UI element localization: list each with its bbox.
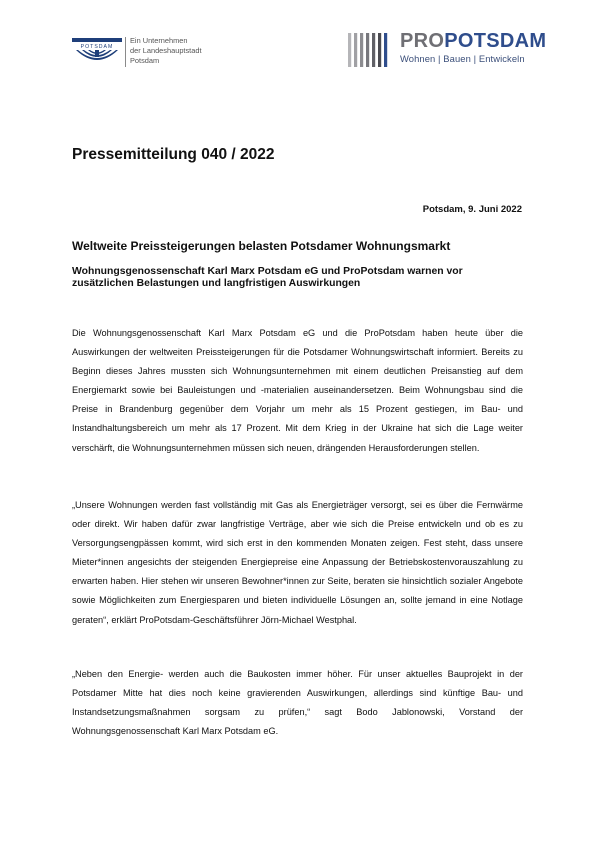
body-paragraph: Die Wohnungsgenossenschaft Karl Marx Potsdam eG und die ProPotsdam haben heute über die Auswirkungen der weltweiten Preissteigerungen für die Potsdamer Wohnungswirtschaft informiert. Bereits zu Beginn dieses Jahres mussten sich Wohnungsunternehmen mit einem deutlichen Preisanstieg auf dem Energiemarkt sowie bei Bauleistungen und -materialien auseinandersetzen. Beim Wohnungsbau sind die Preise in Brandenburg gegenüber dem Vorjahr um mehr als 15 Prozent gestiegen, im Bau- und Instandhaltungsbereich um mehr als 17 Prozent. Mit dem Krieg in der Ukraine hat sich die Lage weiter verschärft, die Wohnungsunternehmen müssen sich neuen, drängenden Herausforderungen stellen. xyxy=(72,328,523,453)
logo-wordmark: POTSDAM xyxy=(80,44,114,50)
headline: Weltweite Preissteigerungen belasten Potsdamer Wohnungsmarkt xyxy=(72,239,451,253)
brand-pro: PRO xyxy=(400,30,445,52)
document-title: Pressemitteilung 040 / 2022 xyxy=(72,146,275,163)
parent-line: Potsdam xyxy=(130,56,160,66)
potsdam-city-logo xyxy=(72,38,122,68)
dateline: Potsdam, 9. Juni 2022 xyxy=(422,204,522,215)
subheadline: Wohnungsgenossenschaft Karl Marx Potsdam eG und ProPotsdam warnen vor zusätzlichen Belastungen und langfristigen Auswirkungen xyxy=(72,266,463,289)
propotsdam-logo xyxy=(400,30,546,64)
parent-line: Ein Unternehmen xyxy=(130,36,188,45)
brand-tagline: Wohnen | Bauen | Entwickeln xyxy=(400,53,525,64)
header-divider xyxy=(125,37,126,67)
propotsdam-bars-icon xyxy=(348,33,392,67)
brand-potsdam: POTSDAM xyxy=(444,30,547,52)
brand-name xyxy=(400,30,546,52)
body-paragraph: „Neben den Energie- werden auch die Baukosten immer höher. Für unser aktuelles Bauprojekt in der Potsdamer Mitte hat dies noch keine gravierenden Auswirkungen, allerdings sind künftige Bau- und Instandsetzungsmaßnahmen sorgsam zu prüfen,“ sagt Bodo Jablonowski, Vorstand der Wohnungsgenossenschaft Karl Marx Potsdam eG. xyxy=(72,669,523,737)
body-paragraph: „Unsere Wohnungen werden fast vollständig mit Gas als Energieträger versorgt, sei es über die Fernwärme oder direkt. Wir haben dafür zwar langfristige Verträge, aber wie sich die Preise entwickeln und ob es zu Versorgungsengpässen kommt, wird sich erst in den kommenden Monaten zeigen. Fest steht, dass unsere Mieter*innen angesichts der steigenden Energiepreise eine Anpassung der Betriebskostenvorauszahlung zu erwarten haben. Hier stehen wir unseren Bewohner*innen zur Seite, beraten sie hinsichtlich sozialer Angebote sowie Möglichkeiten zum Energiesparen und bieten individuelle Lösungen an, sollte jemand in eine Notlage geraten“, erklärt ProPotsdam-Geschäftsführer Jörn-Michael Westphal. xyxy=(72,500,523,625)
parent-company-text xyxy=(130,36,202,67)
parent-line: der Landeshauptstadt xyxy=(130,46,202,56)
